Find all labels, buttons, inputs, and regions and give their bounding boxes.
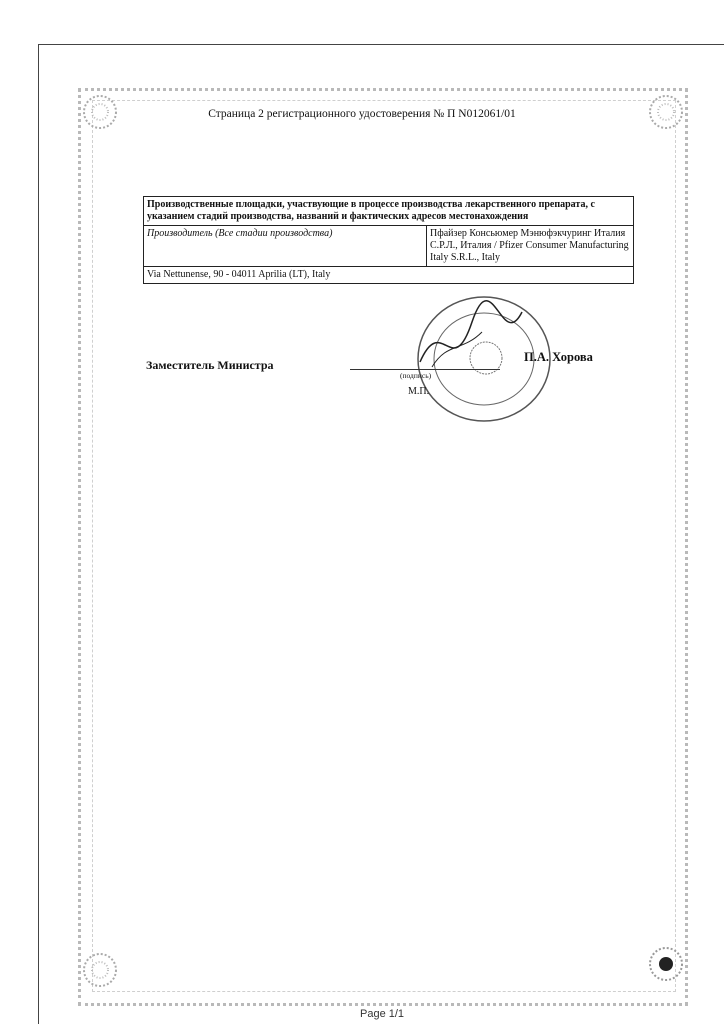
table-title: Производственные площадки, участвующие в процессе производства лекарственного препарата, с указанием стадий производства, названий и фактических адресов местонахождения	[144, 197, 634, 226]
page-edge-left	[38, 44, 39, 1024]
document-header: Страница 2 регистрационного удостоверения № П N012061/01	[208, 108, 516, 120]
signatory-position: Заместитель Министра	[146, 358, 274, 372]
manufacturer-role: Производитель (Все стадии производства)	[144, 226, 427, 267]
production-sites-table	[143, 196, 634, 284]
corner-rosette-icon	[646, 944, 686, 984]
seal-label: М.П.	[408, 386, 430, 397]
page-number: Page 1/1	[360, 1008, 405, 1020]
corner-rosette-icon	[80, 950, 120, 990]
signature-line	[350, 369, 500, 370]
signatory-name: П.А. Хорова	[524, 350, 593, 364]
page-edge-top	[38, 44, 724, 45]
manufacturer-name: Пфайзер Консьюмер Мэнюфэкчуринг Италия С.Р.Л., Италия / Pfizer Consumer Manufacturing Italy S.R.L., Italy	[427, 226, 634, 267]
signature-caption: (подпись)	[400, 371, 432, 380]
manufacturer-address: Via Nettunense, 90 - 04011 Aprilia (LT), Italy	[144, 267, 634, 284]
